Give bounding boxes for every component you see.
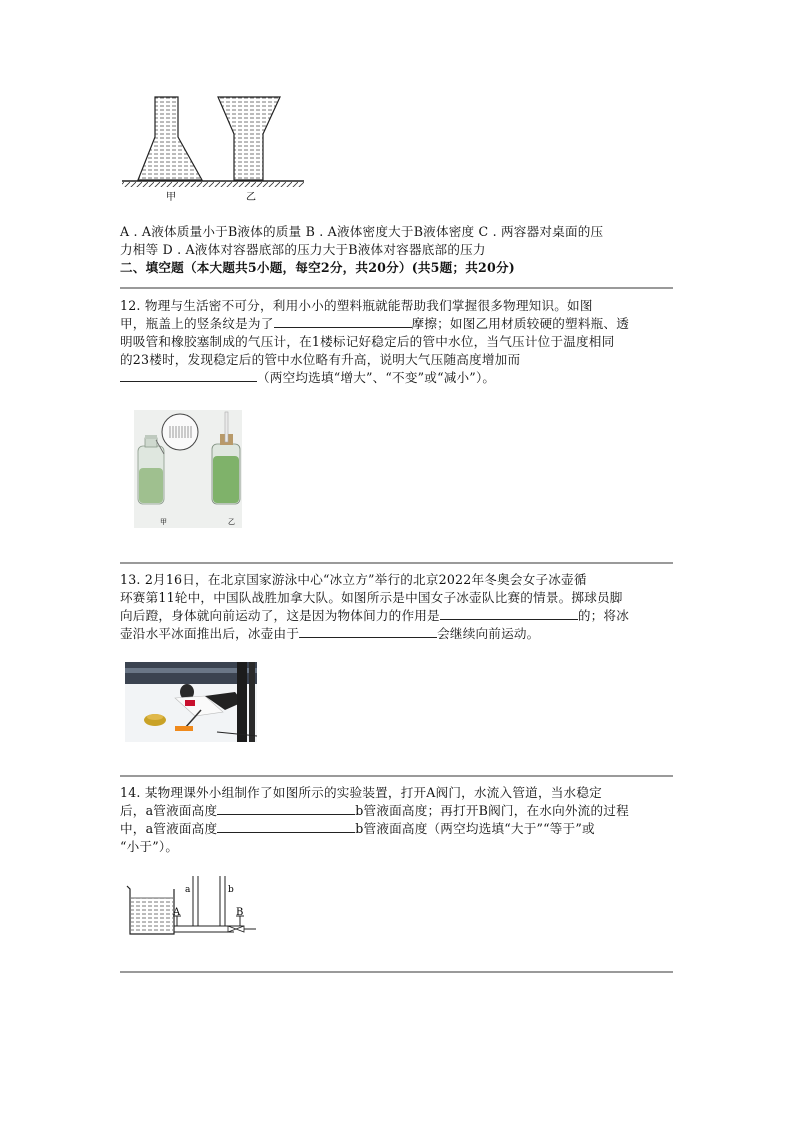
q14-line3-text-b: b管液面高度（两空均选填“大于”“等于”或 <box>355 821 595 836</box>
q13-line3-text-b: 的；将冰 <box>577 608 630 623</box>
label-valve-B: B <box>236 907 244 918</box>
label-a: a <box>185 885 191 895</box>
q13-line2: 环赛第11轮中，中国队战胜加拿大队。如图所示是中国女子冰壶队比赛的情景。掷球员脚 <box>120 590 623 605</box>
label-yi: 乙 <box>246 192 256 203</box>
containers-figure <box>118 92 308 204</box>
bottle-label-jia: 甲 <box>160 518 167 526</box>
q13-line1: 13. 2月16日，在北京国家游泳中心“冰立方”举行的北京2022年冬奥会女子冰壶循 <box>120 572 587 587</box>
q13-line4-text-b: 会继续向前运动。 <box>437 626 540 641</box>
label-b: b <box>228 885 234 895</box>
divider <box>120 775 673 777</box>
label-valve-A: A <box>173 907 181 918</box>
divider <box>120 287 673 289</box>
q12-line4: 的23楼时，发现稳定后的管中水位略有升高，说明大气压随高度增加而 <box>120 352 521 367</box>
q13-line3-text-a: 向后蹬，身体就向前运动了，这是因为物体间力的作用是 <box>120 608 440 623</box>
q14-blank-1[interactable] <box>217 801 355 815</box>
q12-line5 <box>120 368 678 387</box>
bottle-label-yi: 乙 <box>228 518 235 526</box>
q13-blank-1[interactable] <box>440 606 578 620</box>
q11-options-line2: 力相等 D . A液体对容器底部的压力大于B液体对容器底部的压力 <box>120 242 486 257</box>
q12-line5-text: （两空均选填“增大”、“不变”或“减小”）。 <box>257 370 496 385</box>
q13-line4 <box>120 624 678 643</box>
divider <box>120 562 673 564</box>
q11-options-line1: A . A液体质量小于B液体的质量 B . A液体密度大于B液体密度 C . 两容器对桌面的压 <box>120 224 604 239</box>
q14-line3-text-a: 中，a管液面高度 <box>120 821 218 836</box>
q14-blank-2[interactable] <box>217 819 355 833</box>
q12-line3: 明吸管和橡胶塞制成的气压计，在1楼标记好稳定后的管中水位，当气压计位于温度相同 <box>120 334 615 349</box>
q14-line2-text-b: b管液面高度；再打开B阀门，在水向外流的过程 <box>355 803 629 818</box>
q13-line4-text-a: 壶沿水平冰面推出后，冰壶由于 <box>120 626 300 641</box>
section2-header: 二、填空题（本大题共5小题，每空2分，共20分）(共5题；共20分) <box>120 260 515 275</box>
q12-line2 <box>120 314 678 333</box>
curling-photo <box>125 662 257 742</box>
container-yi <box>218 97 280 180</box>
q12-blank-2[interactable] <box>120 368 257 382</box>
q14-line1: 14. 某物理课外小组制作了如图所示的实验装置，打开A阀门，水流入管道，当水稳定 <box>120 785 602 800</box>
q14-line3 <box>120 819 678 838</box>
q14-line2-text-a: 后，a管液面高度 <box>120 803 218 818</box>
bottles-figure <box>134 410 242 528</box>
container-jia <box>138 97 202 180</box>
q12-line1: 12. 物理与生活密不可分，利用小小的塑料瓶就能帮助我们掌握很多物理知识。如图 <box>120 298 593 313</box>
divider <box>120 971 673 973</box>
apparatus-figure <box>124 872 258 938</box>
q13-blank-2[interactable] <box>299 624 437 638</box>
q14-line2 <box>120 801 678 820</box>
q12-line2-text-b: 摩擦；如图乙用材质较硬的塑料瓶、透 <box>411 316 630 331</box>
q12-blank-1[interactable] <box>274 314 412 328</box>
q14-line4: “小于”）。 <box>120 839 179 854</box>
label-jia: 甲 <box>166 192 176 203</box>
q12-line2-text-a: 甲，瓶盖上的竖条纹是为了 <box>120 316 274 331</box>
q13-line3 <box>120 606 678 625</box>
